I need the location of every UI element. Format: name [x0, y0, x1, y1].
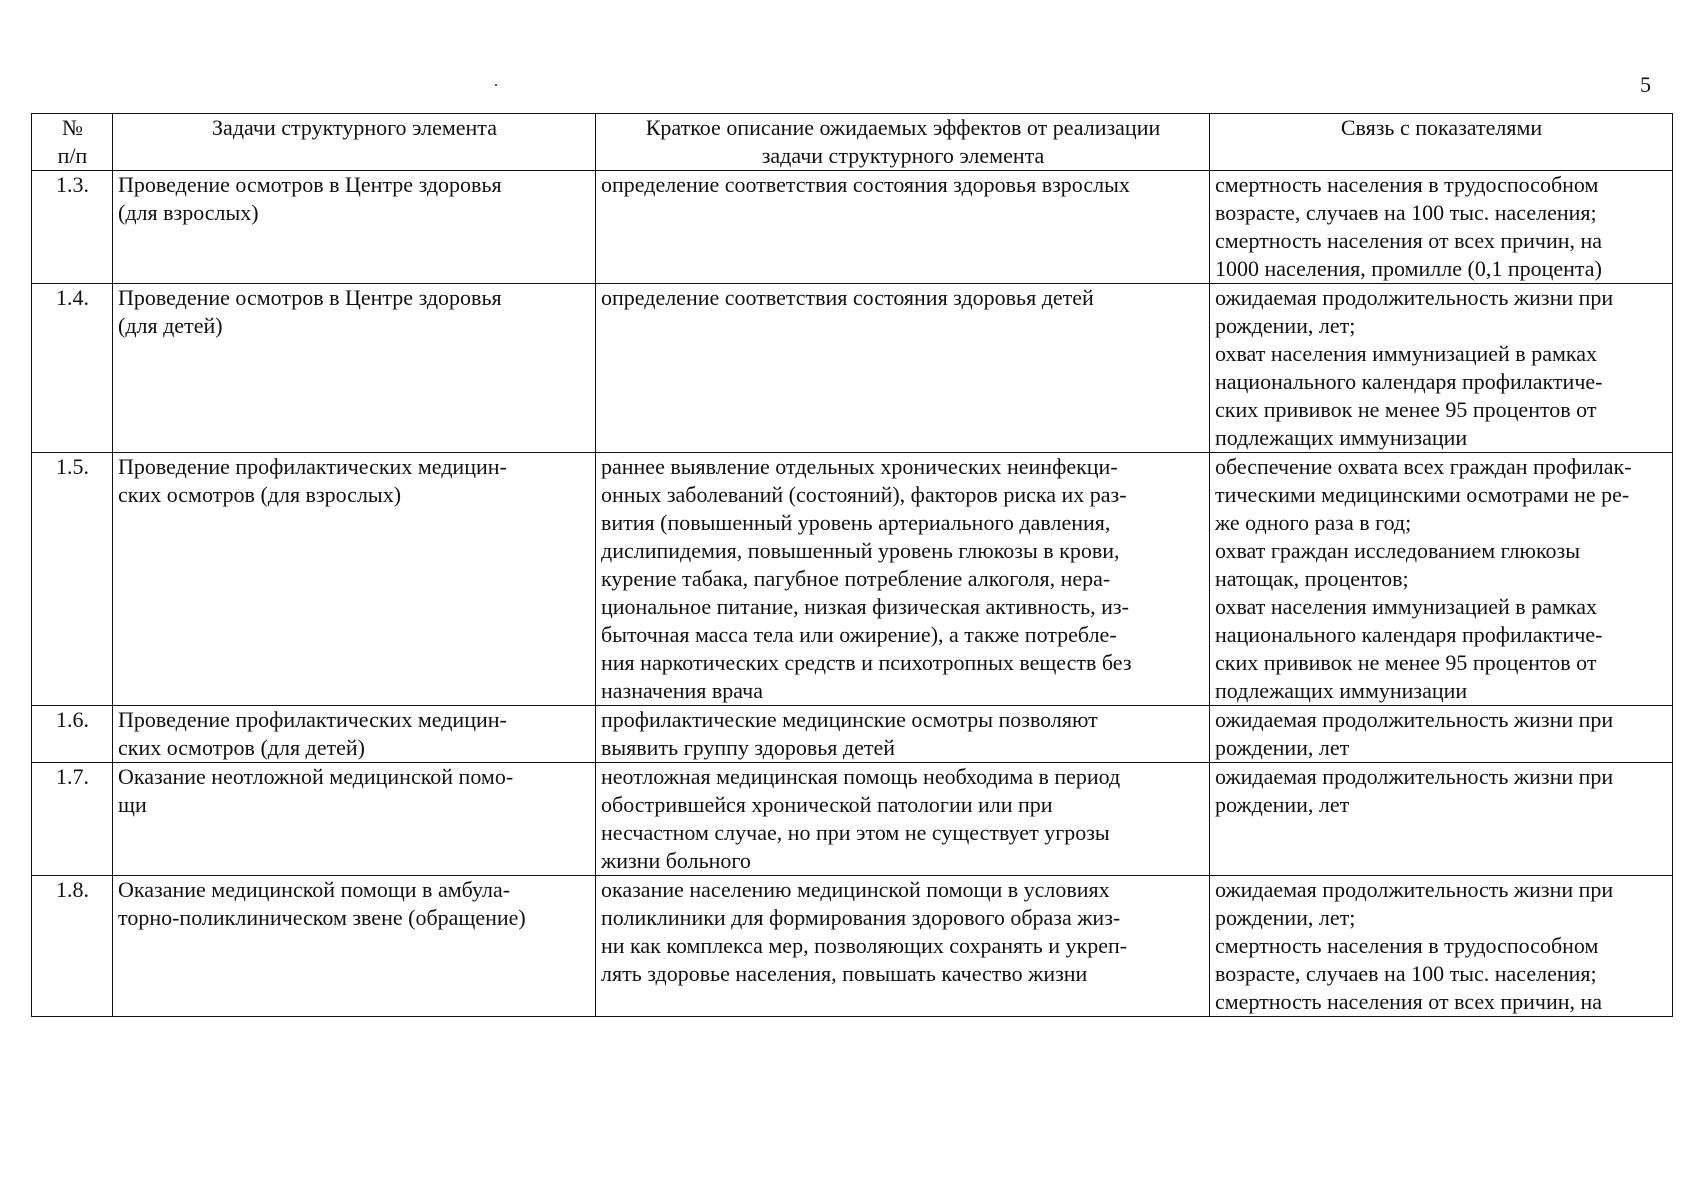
row-task: Проведение осмотров в Центре здоровья (для детей): [113, 284, 596, 453]
row-number: 1.3.: [32, 171, 113, 284]
table-header-row: [32, 114, 1673, 171]
table-row: [32, 453, 1673, 706]
header-indicator-link: Связь с показателями: [1210, 114, 1673, 171]
header-effect: Краткое описание ожидаемых эффектов от реализации задачи структурного элемента: [596, 114, 1210, 171]
page-number: 5: [1640, 72, 1651, 97]
row-task: Оказание медицинской помощи в амбула- торно-поликлиническом звене (обращение): [113, 876, 596, 1017]
table-row: [32, 876, 1673, 1017]
row-effect: неотложная медицинская помощь необходима в период обострившейся хронической патологии или при несчастном случае, но при этом не существует угрозы жизни больного: [596, 763, 1210, 876]
row-number: 1.5.: [32, 453, 113, 706]
row-task: Оказание неотложной медицинской помо- щи: [113, 763, 596, 876]
row-number: 1.4.: [32, 284, 113, 453]
table-row: [32, 763, 1673, 876]
row-task: Проведение профилактических медицин- ских осмотров (для взрослых): [113, 453, 596, 706]
table-row: [32, 284, 1673, 453]
row-number: 1.6.: [32, 706, 113, 763]
row-indicator-link: смертность населения в трудоспособном возрасте, случаев на 100 тыс. населения; смертность населения от всех причин, на 1000 населения, промилле (0,1 процента): [1210, 171, 1673, 284]
row-indicator-link: ожидаемая продолжительность жизни при рождении, лет: [1210, 706, 1673, 763]
row-indicator-link: ожидаемая продолжительность жизни при рождении, лет; смертность населения в трудоспособном возрасте, случаев на 100 тыс. населения; смертность населения от всех причин, на: [1210, 876, 1673, 1017]
scan-speck: [495, 84, 497, 86]
row-effect: профилактические медицинские осмотры позволяют выявить группу здоровья детей: [596, 706, 1210, 763]
row-indicator-link: обеспечение охвата всех граждан профилак- тическими медицинскими осмотрами не ре- же одного раза в год; охват граждан исследованием глюкозы натощак, процентов; охват населения иммунизацией в рамках национального календаря профилактиче- ских прививок не менее 95 процентов от подлежащих иммунизации: [1210, 453, 1673, 706]
row-indicator-link: ожидаемая продолжительность жизни при рождении, лет: [1210, 763, 1673, 876]
table-row: [32, 706, 1673, 763]
row-indicator-link: ожидаемая продолжительность жизни при рождении, лет; охват населения иммунизацией в рамках национального календаря профилактиче- ских прививок не менее 95 процентов от подлежащих иммунизации: [1210, 284, 1673, 453]
row-effect: раннее выявление отдельных хронических неинфекци- онных заболеваний (состояний), факторов риска их раз- вития (повышенный уровень артериального давления, дислипидемия, повышенный уровень глюкозы в крови, курение табака, пагубное потребление алкоголя, нера- циональное питание, низкая физическая активность, из- быточная масса тела или ожирение), а также потребле- ния наркотических средств и психотропных веществ без назначения врача: [596, 453, 1210, 706]
table-row: [32, 171, 1673, 284]
row-task: Проведение профилактических медицин- ских осмотров (для детей): [113, 706, 596, 763]
row-number: 1.8.: [32, 876, 113, 1017]
row-task: Проведение осмотров в Центре здоровья (для взрослых): [113, 171, 596, 284]
header-number: № п/п: [32, 114, 113, 171]
structural-element-tasks-table: [31, 113, 1673, 1017]
row-effect: определение соответствия состояния здоровья взрослых: [596, 171, 1210, 284]
row-effect: оказание населению медицинской помощи в условиях поликлиники для формирования здорового образа жиз- ни как комплекса мер, позволяющих сохранять и укреп- лять здоровье населения, повышать качество жизни: [596, 876, 1210, 1017]
row-effect: определение соответствия состояния здоровья детей: [596, 284, 1210, 453]
row-number: 1.7.: [32, 763, 113, 876]
header-task: Задачи структурного элемента: [113, 114, 596, 171]
